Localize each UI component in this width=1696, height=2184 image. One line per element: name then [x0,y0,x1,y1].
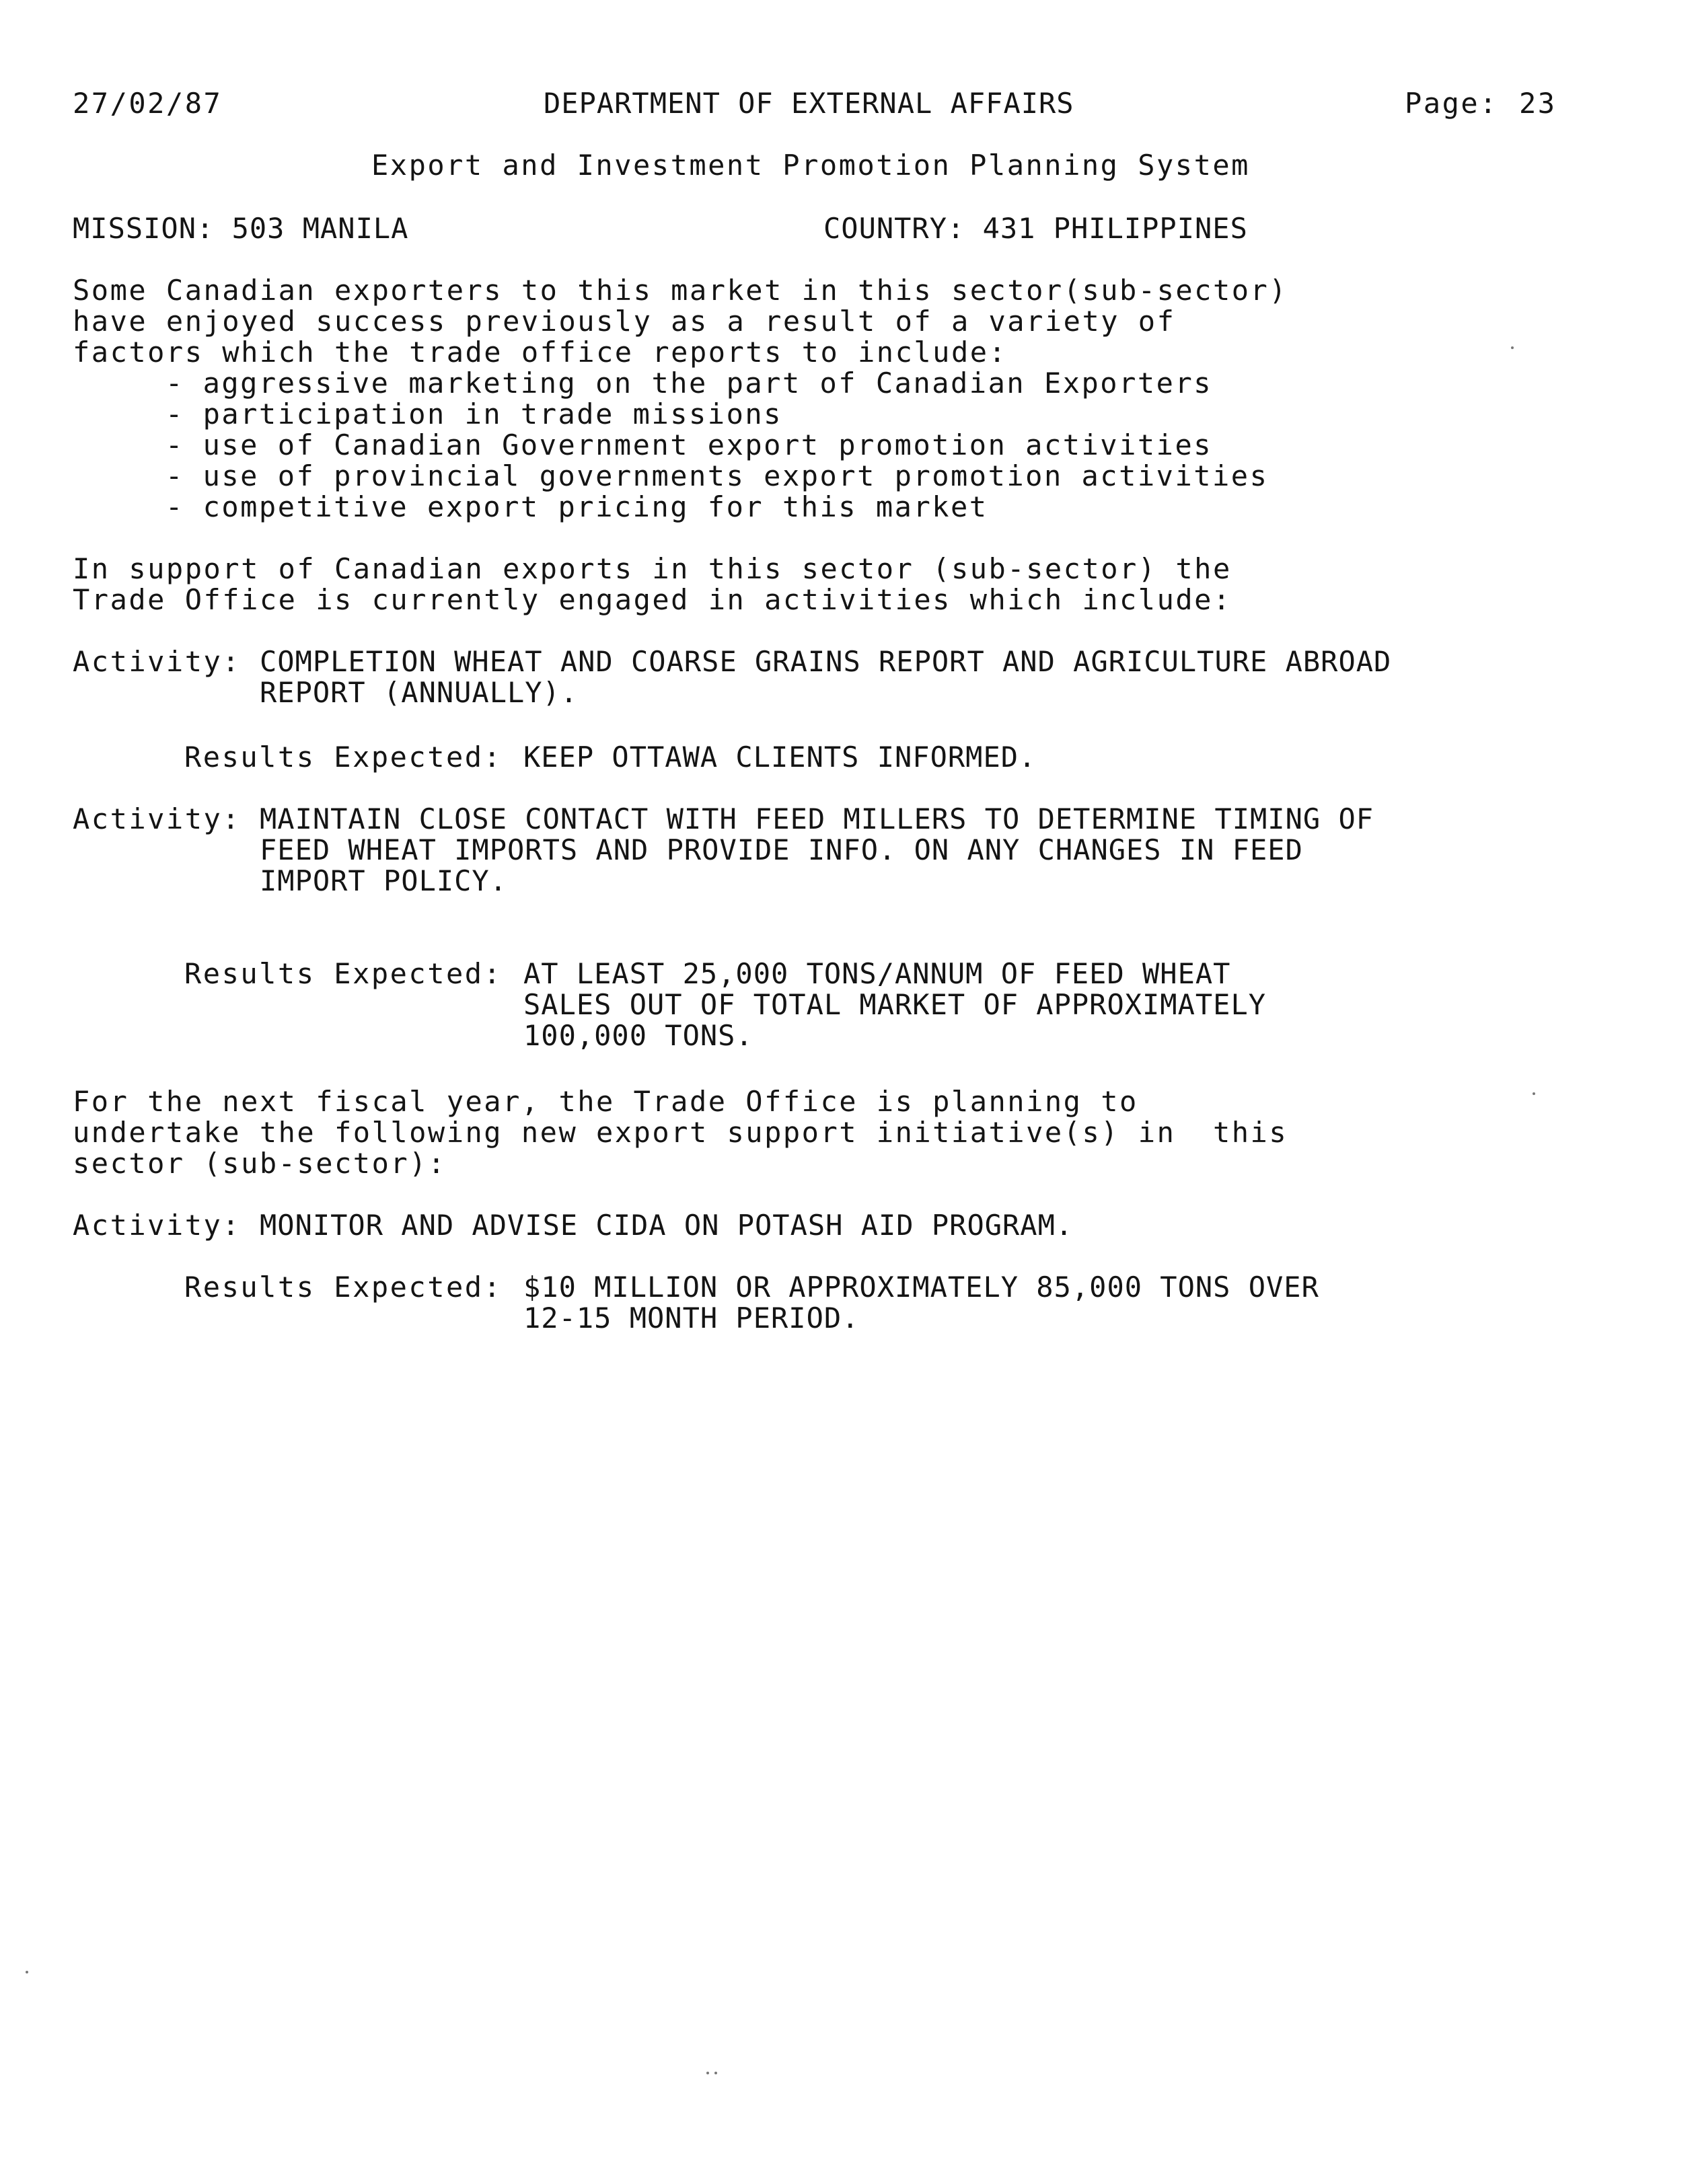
system-title: Export and Investment Promotion Planning System [371,149,1250,182]
support-line: In support of Canadian exports in this sector (sub-sector) the [73,552,1232,585]
results-expected-text: SALES OUT OF TOTAL MARKET OF APPROXIMATELY [523,988,1267,1021]
activity-label: Activity: [73,1209,242,1242]
intro-line: factors which the trade office reports to include: [73,336,1008,369]
report-date: 27/02/87 [73,87,223,120]
page-number-label: Page: [1405,87,1498,120]
page-number: 23 [1519,87,1557,120]
intro-line: have enjoyed success previously as a result of a variety of [73,305,1176,338]
next-year-line: undertake the following new export support initiative(s) in this [73,1116,1288,1149]
activity-description: REPORT (ANNUALLY). [260,676,579,709]
results-expected-label: Results Expected: [184,1271,503,1304]
success-factor-item: - aggressive marketing on the part of Canadian Exporters [165,367,1213,400]
activity-description: IMPORT POLICY. [260,864,508,897]
results-expected-text: AT LEAST 25,000 TONS/ANNUM OF FEED WHEAT [523,957,1231,990]
country-field: COUNTRY: 431 PHILIPPINES [823,212,1248,245]
activity-description: FEED WHEAT IMPORTS AND PROVIDE INFO. ON ANY CHANGES IN FEED [260,833,1303,866]
next-year-line: sector (sub-sector): [73,1147,447,1180]
mission-field: MISSION: 503 MANILA [73,212,409,245]
activity-description: MAINTAIN CLOSE CONTACT WITH FEED MILLERS TO DETERMINE TIMING OF [260,802,1374,835]
results-expected-text: $10 MILLION OR APPROXIMATELY 85,000 TONS OVER [523,1271,1319,1304]
results-expected-text: 100,000 TONS. [523,1019,753,1052]
intro-line: Some Canadian exporters to this market in this sector(sub-sector) [73,274,1288,307]
results-expected-label: Results Expected: [184,741,503,774]
scan-speck [1511,346,1514,349]
success-factor-item: - use of provincial governments export promotion activities [165,459,1269,492]
department-title: DEPARTMENT OF EXTERNAL AFFAIRS [544,87,1074,120]
scan-speck [1533,1092,1535,1095]
success-factor-item: - use of Canadian Government export promotion activities [165,428,1213,461]
activity-description: MONITOR AND ADVISE CIDA ON POTASH AID PROGRAM. [260,1209,1074,1242]
success-factor-item: - competitive export pricing for this market [165,490,988,523]
results-expected-text: 12-15 MONTH PERIOD. [523,1302,860,1334]
results-expected-text: KEEP OTTAWA CLIENTS INFORMED. [523,741,1037,774]
scan-speck [26,1971,28,1973]
scan-speck [706,2072,709,2074]
activity-label: Activity: [73,645,242,678]
activity-label: Activity: [73,802,242,835]
next-year-line: For the next fiscal year, the Trade Office is planning to [73,1085,1138,1118]
results-expected-label: Results Expected: [184,957,503,990]
success-factor-item: - participation in trade missions [165,398,782,430]
support-line: Trade Office is currently engaged in activities which include: [73,583,1232,616]
activity-description: COMPLETION WHEAT AND COARSE GRAINS REPORT AND AGRICULTURE ABROAD [260,645,1392,678]
scan-speck [714,2072,717,2074]
